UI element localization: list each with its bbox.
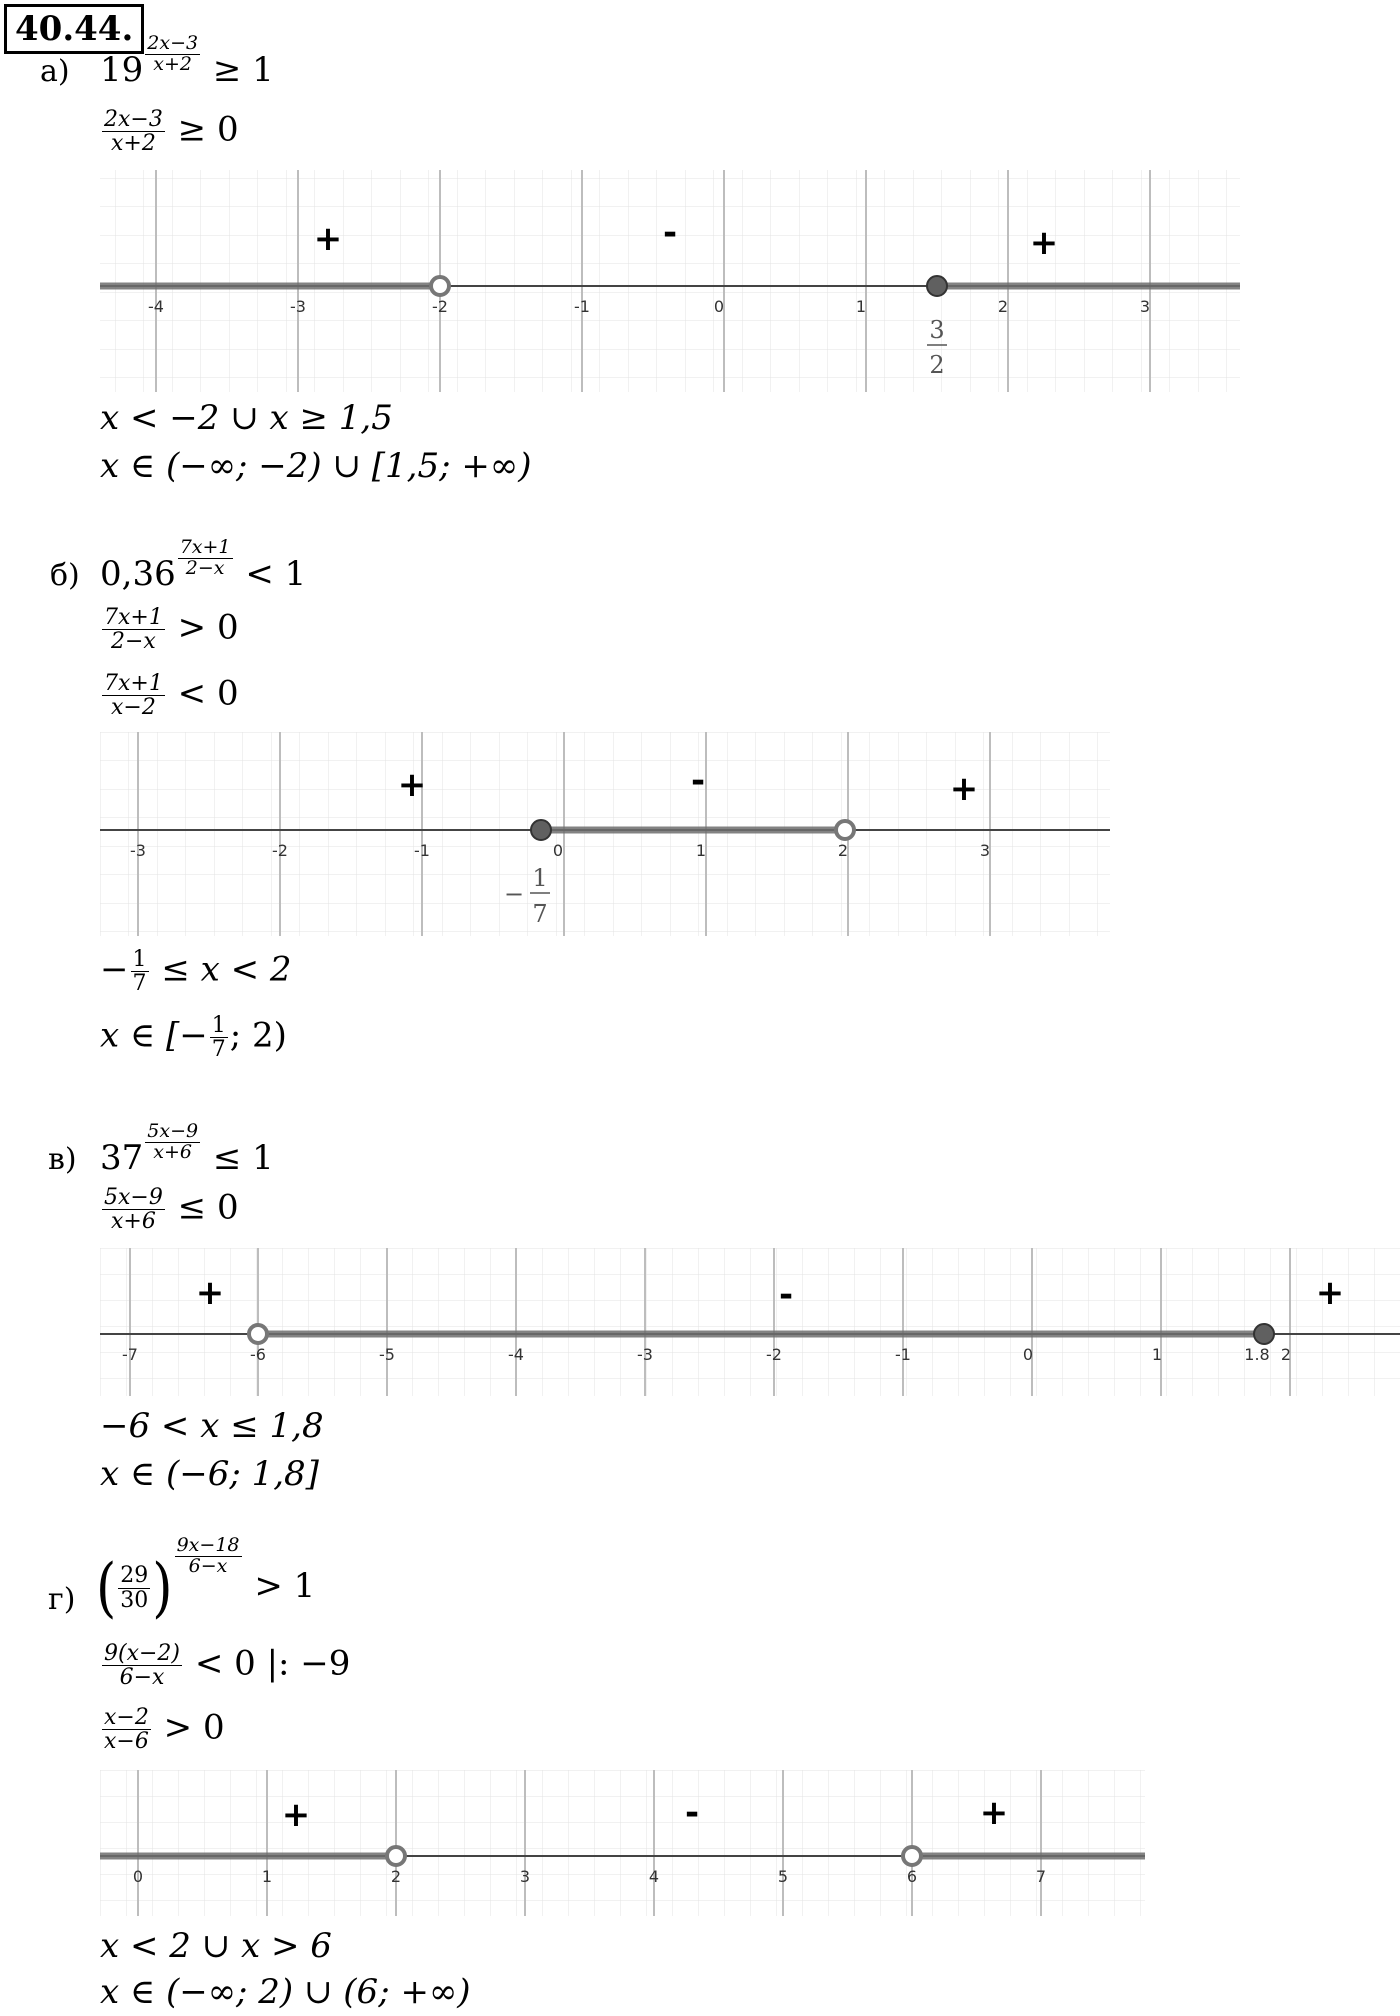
point-label-den: 2 [929, 351, 945, 379]
tick-label: 1.8 [1244, 1345, 1270, 1364]
point-label-num: 1 [532, 864, 548, 892]
tick-label: -3 [130, 841, 146, 860]
part-b-answer1: − $\frac{1}{7}$ ≤ x < 2 [100, 947, 292, 997]
tick-label: -4 [508, 1345, 524, 1364]
part-b-inequality: 0,36 $\frac{7x+1}{2-x}$ < 1 [100, 535, 307, 594]
part-g-inequality: ( $\frac{29}{30}$ ) $\frac{9x-18}{6-x}$ > 1 [96, 1533, 316, 1626]
part-g-answer1: x < 2 ∪ x > 6 [100, 1926, 332, 1966]
tick-label: 1 [855, 297, 867, 316]
sign-plus: + [979, 1793, 1009, 1833]
part-g-number-line [100, 1770, 1150, 1920]
tick-label: -2 [432, 297, 448, 316]
tick-label: 5 [777, 1867, 789, 1886]
tick-label: -2 [272, 841, 288, 860]
tick-label: 7 [1035, 1867, 1047, 1886]
part-v-label: в) [48, 1142, 77, 1177]
tick-label: 3 [519, 1867, 531, 1886]
part-b-label: б) [50, 558, 80, 593]
part-a-answer2: x ∈ (−∞; −2) ∪ [1,5; +∞) [100, 446, 532, 486]
tick-label: 2 [997, 297, 1009, 316]
part-g-label: г) [48, 1582, 76, 1617]
sign-plus: + [949, 769, 979, 809]
sign-minus: - [778, 1275, 794, 1315]
tick-label: 1 [261, 1867, 273, 1886]
part-a-answer1: x < −2 ∪ x ≥ 1,5 [100, 398, 393, 438]
tick-label: 1 [1151, 1345, 1163, 1364]
part-g-step2: $\frac{x-2}{x-6}$ > 0 [104, 1705, 225, 1755]
tick-label: -1 [414, 841, 430, 860]
tick-label: -3 [290, 297, 306, 316]
tick-label: -6 [250, 1345, 266, 1364]
tick-label: 6 [906, 1867, 918, 1886]
problem-number: 40.44. [4, 4, 144, 54]
part-b-step1: $\frac{7x+1}{2-x}$ > 0 [104, 605, 239, 655]
sign-plus: + [313, 219, 343, 259]
tick-label: 0 [132, 1867, 144, 1886]
part-v-answer2: x ∈ (−6; 1,8] [100, 1454, 319, 1494]
part-b-answer2: x ∈ [− $\frac{1}{7}$ ; 2) [100, 1013, 287, 1063]
part-b-step2: $\frac{7x+1}{x-2}$ < 0 [104, 671, 239, 721]
tick-label: 0 [552, 841, 564, 860]
sign-plus: + [1029, 223, 1059, 263]
sign-plus: + [195, 1273, 225, 1313]
point-label-num: 3 [929, 316, 945, 344]
part-a-number-line [100, 170, 1250, 400]
tick-label: 3 [1139, 297, 1151, 316]
tick-label: 2 [1280, 1345, 1292, 1364]
tick-label: -3 [637, 1345, 653, 1364]
part-a-label: а) [40, 54, 70, 89]
tick-label: -7 [122, 1345, 138, 1364]
part-v-inequality: 37 $\frac{5x-9}{x+6}$ ≤ 1 [100, 1119, 274, 1178]
point-label-den: 7 [532, 900, 548, 928]
tick-label: -2 [766, 1345, 782, 1364]
part-g-answer2: x ∈ (−∞; 2) ∪ (6; +∞) [100, 1972, 471, 2012]
part-b-number-line [100, 732, 1115, 942]
tick-label: 2 [837, 841, 849, 860]
tick-label: 0 [1022, 1345, 1034, 1364]
sign-minus: - [684, 1793, 700, 1833]
part-v-answer1: −6 < x ≤ 1,8 [100, 1406, 324, 1446]
tick-label: 0 [713, 297, 725, 316]
sign-plus: + [1315, 1273, 1345, 1313]
tick-label: 1 [695, 841, 707, 860]
part-a-step1: $\frac{2x-3}{x+2}$ ≥ 0 [104, 107, 239, 157]
tick-label: -4 [148, 297, 164, 316]
sign-plus: + [281, 1795, 311, 1835]
tick-label: 4 [648, 1867, 660, 1886]
part-v-step1: $\frac{5x-9}{x+6}$ ≤ 0 [104, 1185, 239, 1235]
sign-plus: + [397, 765, 427, 805]
part-a-inequality: 19 $\frac{2x-3}{x+2}$ ≥ 1 [100, 31, 274, 90]
point-label-sign: − [503, 880, 525, 908]
tick-label: -1 [574, 297, 590, 316]
tick-label: 2 [390, 1867, 402, 1886]
sign-minus: - [690, 761, 706, 801]
tick-label: 3 [979, 841, 991, 860]
part-v-number-line [100, 1248, 1400, 1398]
part-g-step1: $\frac{9(x-2)}{6-x}$ < 0 |: −9 [104, 1641, 351, 1691]
tick-label: -5 [379, 1345, 395, 1364]
tick-label: -1 [895, 1345, 911, 1364]
sign-minus: - [662, 213, 678, 253]
